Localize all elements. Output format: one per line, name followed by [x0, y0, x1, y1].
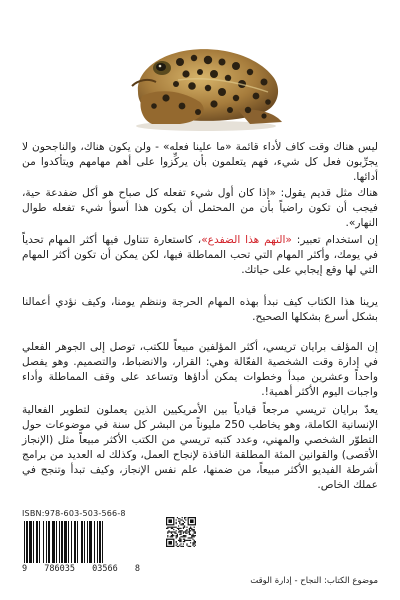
barcode-digit-group-2: 03566	[92, 564, 118, 574]
barcode-digit-group-1: 786035	[44, 564, 75, 574]
metaphor-paragraph	[22, 233, 378, 278]
isbn-label: ISBN:978-603-503-566-8	[22, 509, 126, 518]
book-topic-label: موضوع الكتاب: النجاح - إدارة الوقت	[250, 576, 378, 586]
barcode-block	[22, 509, 140, 574]
author-principles-paragraph: إن المؤلف برايان تريسي، أكثر المؤلفين مبيعاً للكتب، توصل إلى الجوهر الفعلي في إدارة وقت الشخصية الفعّالة وهي: القرار، والانضباط، والتصميم. وهو يفصل واحداً وعشرين مبدأ وخطوات يمكن أداؤها وتساعد على وقف المماطلة وأداء واجبات اليوم الأكثر أهمية!.	[22, 341, 378, 398]
barcode-bars	[22, 521, 140, 563]
book-summary-paragraph: يرينا هذا الكتاب كيف نبدأ بهذه المهام الحرجة وننظم يومنا، وكيف نؤدي أعمالنا بشكل أسرع بشكلها الصحيح.	[22, 296, 378, 323]
metaphor-lead: إن استخدام تعبير:	[291, 234, 378, 246]
frog-illustration	[118, 40, 288, 132]
barcode-digit-check: 8	[134, 564, 140, 574]
barcode	[22, 521, 140, 563]
proverb-paragraph: هناك مثل قديم يقول: «إذا كان أول شيء تفعله كل صباح هو أكل ضفدعة حية، فيجب أن تكون راضياً بأن من المحتمل أن يكون هذا أسوأ شيء تفعله طوال النهار».	[22, 187, 378, 229]
barcode-digits	[22, 564, 140, 574]
metaphor-rest: ، كاستعارة تتناول فيها أكثر المهام تحدياً في يومك، وأكثر المهام التي تحب المماطلة فيها، لكن يمكن أن تكون أكثر المهام التي لها وقع إيجابي على حياتك.	[22, 234, 378, 276]
intro-paragraph: ليس هناك وقت كاف لأداء قائمة «ما علينا فعله» - ولن يكون هناك، والناجحون لا يجرِّبون فعل كل شيء، فهم يتعلمون بأن يركِّزوا على أهم مهامهم ويتأكدوا من أدائها.	[22, 141, 378, 183]
book-title-highlight: «التهم هذا الضفدع»	[201, 234, 292, 246]
qr-code	[166, 517, 196, 547]
author-bio-paragraph: يعدّ برايان تريسي مرجعاً قيادياً بين الأمريكيين الذين يعملون لتطوير الفعالية الإنسانية الكاملة، وهو يخاطب 250 مليوناً من البشر كل سنة في موضوعات حول التطوّر الشخصي والمهني، وعدد كتبه تريسي من الكتب الأكثر مبيعاً مثل (الإنجاز الأقصى) والقوانين المئة المطلقة النافذة لإنجاح العمل، وكذلك له العديد من برامج أشرطة الفيديو الأكثر مبيعاً، من ضمنها، علم نفس الإنجاز، وكيف تبدأ وتنجح في عملك الخاص.	[22, 404, 378, 491]
barcode-digit-lead: 9	[22, 564, 28, 574]
